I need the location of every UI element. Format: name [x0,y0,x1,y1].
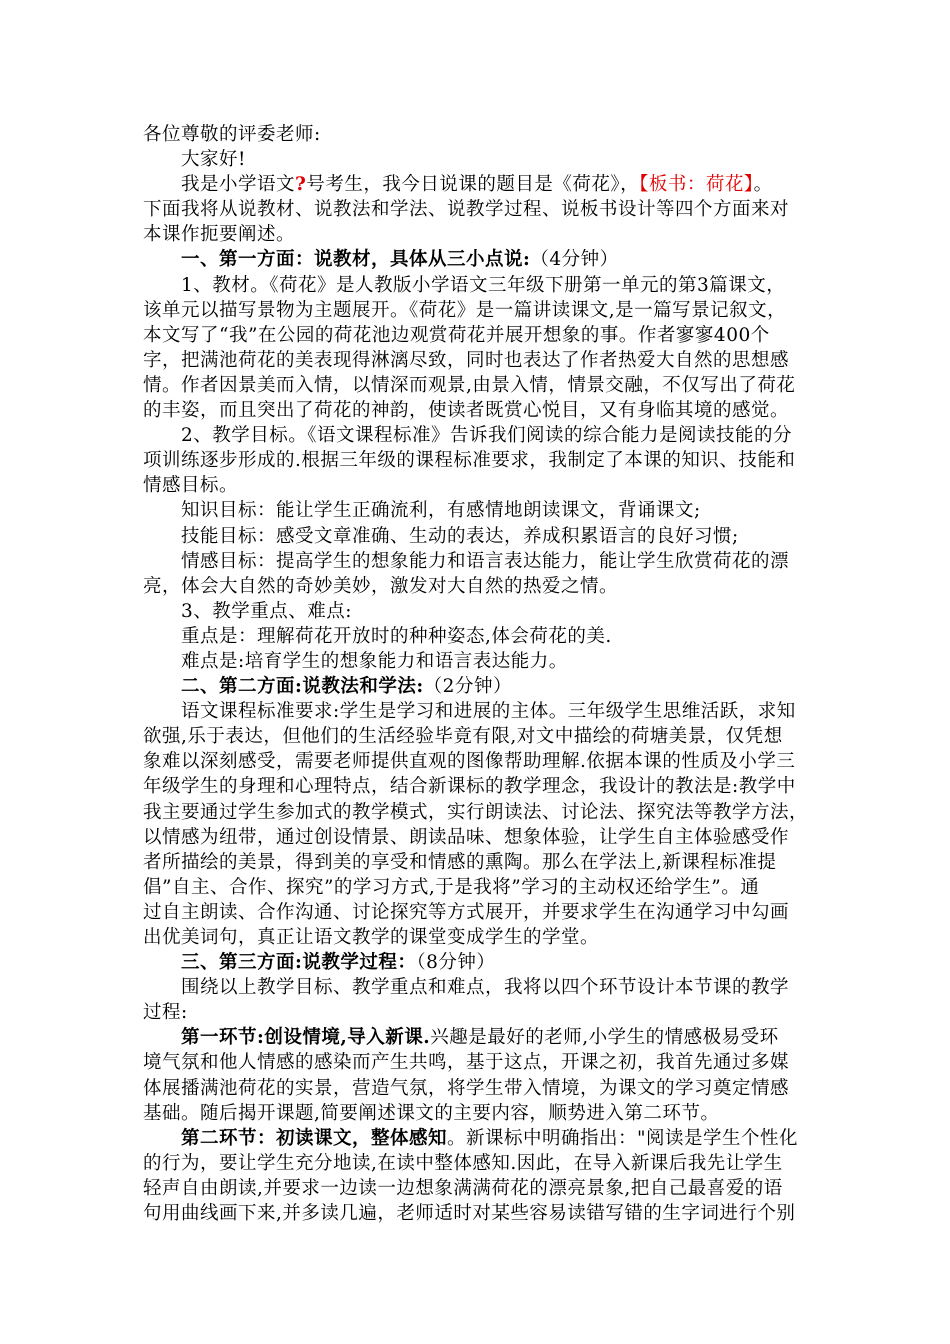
intro-line-2: 下面我将从说教材、说教法和学法、说教学过程、说板书设计等四个方面来对 [143,199,790,221]
paragraph-line: 轻声自由朗读,并要求一边读一边想象满满荷花的漂亮景象,把自己最喜爱的语 [143,1177,783,1199]
key-point: 重点是：理解荷花开放时的种种姿态,体会荷花的美. [181,625,612,647]
paragraph-line: 本文写了“我”在公园的荷花池边观赏荷花并展开想象的事。作者寥寥400个 [143,324,770,346]
paragraph-line: 以情感为纽带，通过创设情景、朗读品味、想象体验，让学生自主体验感受作 [143,826,790,848]
paragraph-line: 情。作者因景美而入情，以情深而观景,由景入情，情景交融，不仅写出了荷花 [143,374,796,396]
emotion-goal: 情感目标：提高学生的想象能力和语言表达能力，能让学生欣赏荷花的漂 [181,550,790,572]
paragraph-line: 的行为，要让学生充分地读,在读中整体感知.因此，在导入新课后我先让学生 [143,1152,783,1174]
stage-1-heading: 第一环节:创设情境,导入新课.兴趣是最好的老师,小学生的情感极易受环 [181,1027,779,1049]
paragraph-line: 语文课程标准要求:学生是学习和进展的主体。三年级学生思维活跃，求知 [181,701,796,723]
paragraph-line: 字，把满池荷花的美表现得淋漓尽致，同时也表达了作者热爱大自然的思想感 [143,349,790,371]
section-3-heading: 三、第三方面:说教学过程：（8分钟） [181,952,496,974]
paragraph-line: 倡”自主、合作、探究”的学习方式,于是我将”学习的主动权还给学生”。通 [143,876,760,898]
paragraph-line: 象难以深刻感受，需要老师提供直观的图像帮助理解.依据本课的性质及小学三 [143,751,796,773]
paragraph-line: 该单元以描写景物为主题展开。《荷花》是一篇讲读课文,是一篇写景记叙文， [143,299,787,321]
document-body [143,122,813,1226]
paragraph-line: 年级学生的身理和心理特点，结合新课标的教学理念，我设计的教法是:教学中 [143,776,796,798]
greeting: 大家好! [181,149,246,171]
paragraph-line: 境气氛和他人情感的感染而产生共鸣，基于这点，开课之初，我首先通过多媒 [143,1052,790,1074]
paragraph-line: 情感目标。 [143,475,239,497]
section-1-heading: 一、第一方面：说教材，具体从三小点说:（4分钟） [181,249,619,271]
stage-2-heading: 第二环节：初读课文，整体感知。新课标中明确指出："阅读是学生个性化 [181,1127,799,1149]
paragraph-line: 者所描绘的美景，得到美的享受和情感的熏陶。那么在学法上,新课程标准提 [143,851,777,873]
salutation: 各位尊敬的评委老师: [143,124,321,145]
key-points-heading: 3、教学重点、难点: [181,600,353,622]
paragraph-line: 2、教学目标。《语文课程标准》告诉我们阅读的综合能力是阅读技能的分 [181,425,793,447]
difficult-point: 难点是:培育学生的想象能力和语言表达能力。 [181,650,568,672]
knowledge-goal: 知识目标：能让学生正确流利，有感情地朗读课文，背诵课文; [181,500,701,522]
paragraph-line: 围绕以上教学目标、教学重点和难点，我将以四个环节设计本节课的教学 [181,977,790,999]
paragraph-line: 亮，体会大自然的奇妙美妙，激发对大自然的热爱之情。 [143,575,619,597]
paragraph-line: 句用曲线画下来,并多读几遍，老师适时对某些容易读错写错的生字词进行个别 [143,1203,796,1225]
paragraph-line: 过自主朗读、合作沟通、讨论探究等方式展开，并要求学生在沟通学习中勾画 [143,901,790,923]
board-note: 【板书：荷花】 [639,174,754,196]
paragraph-line: 体展播满池荷花的实景，营造气氛，将学生带入情境，为课文的学习奠定情感 [143,1077,790,1099]
paragraph-line: 过程: [143,1002,188,1024]
paragraph-line: 欲强,乐于表达，但他们的生活经验毕竟有限,对文中描绘的荷塘美景，仅凭想 [143,726,783,748]
section-2-heading: 二、第二方面:说教法和学法:（2分钟） [181,676,512,698]
paragraph-line: 我主要通过学生参加式的教学模式，实行朗读法、讨论法、探究法等教学方法， [143,801,809,823]
paragraph-line: 项训练逐步形成的.根据三年级的课程标准要求，我制定了本课的知识、技能和 [143,450,796,472]
intro-line-1: 我是小学语文?号考生，我今日说课的题目是《荷花》，【板书：荷花】。 [181,174,773,196]
candidate-number-placeholder: ? [295,174,307,196]
paragraph-line: 的丰姿，而且突出了荷花的神韵，使读者既赏心悦目，又有身临其境的感觉。 [143,400,790,422]
paragraph-line: 1、教材。《荷花》是人教版小学语文三年级下册第一单元的第3篇课文， [181,274,786,296]
skill-goal: 技能目标：感受文章准确、生动的表达，养成积累语言的良好习惯; [181,525,739,547]
paragraph-line: 出优美词句，真正让语文教学的课堂变成学生的学堂。 [143,927,600,948]
paragraph-line: 基础。随后揭开课题,简要阐述课文的主要内容，顺势进入第二环节。 [143,1102,720,1124]
intro-line-3: 本课作扼要阐述。 [143,224,296,246]
